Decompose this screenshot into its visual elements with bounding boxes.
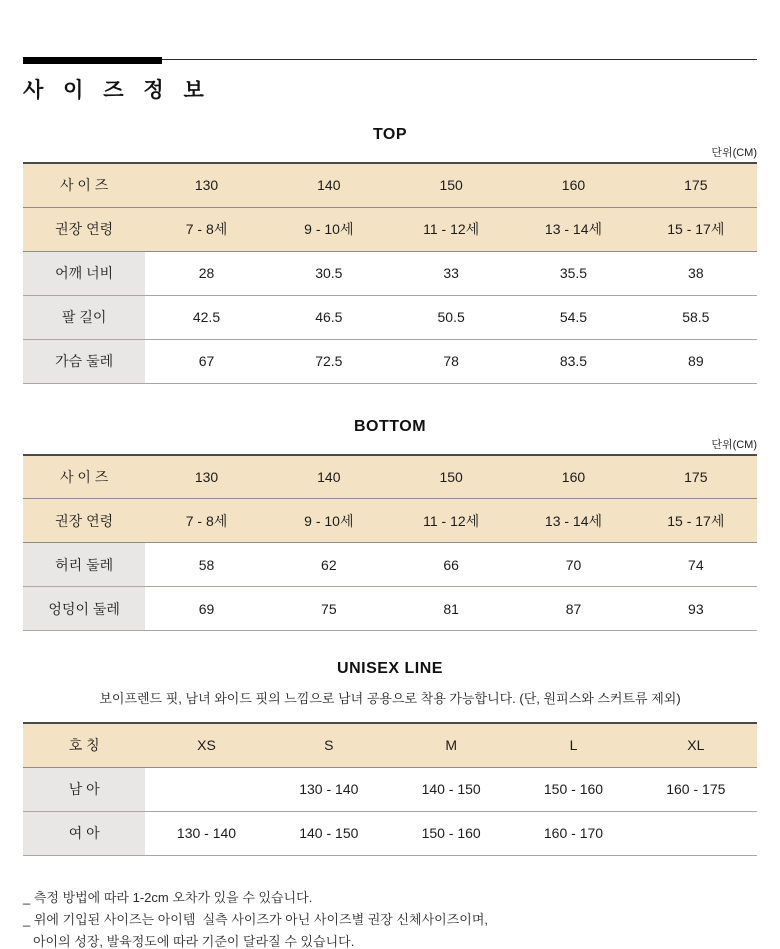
cell-value: 38 — [635, 251, 757, 295]
cell-value: 160 - 175 — [635, 767, 757, 811]
row-label: 권장 연령 — [23, 207, 145, 251]
table-row — [23, 251, 757, 295]
cell-value: 160 — [512, 455, 634, 499]
table-row — [23, 295, 757, 339]
cell-value: 13 - 14세 — [512, 207, 634, 251]
cell-value: 89 — [635, 339, 757, 383]
row-label: 가슴 둘레 — [23, 339, 145, 383]
cell-value: 13 - 14세 — [512, 499, 634, 543]
header-row — [23, 723, 757, 767]
cell-value: 15 - 17세 — [635, 499, 757, 543]
row-label: 사 이 즈 — [23, 455, 145, 499]
unisex-table-wrap — [23, 722, 757, 856]
footnotes — [23, 887, 757, 949]
cell-value: 87 — [512, 587, 634, 631]
cell-value: 150 - 160 — [512, 767, 634, 811]
top-section-title: TOP — [372, 126, 408, 143]
bottom-unit-label: 단위(CM) — [711, 438, 757, 451]
cell-value: 175 — [635, 455, 757, 499]
cell-value: 140 - 150 — [268, 811, 390, 855]
cell-value: 11 - 12세 — [390, 207, 512, 251]
cell-value: XS — [145, 723, 267, 767]
footnote-line: 아이의 성장, 발육정도에 따라 기준이 달라질 수 있습니다. — [33, 933, 355, 949]
cell-value: 140 - 150 — [390, 767, 512, 811]
unisex-section — [23, 660, 757, 856]
unisex-size-table — [23, 722, 757, 856]
cell-value: 66 — [390, 543, 512, 587]
cell-value: 72.5 — [268, 339, 390, 383]
row-label: 사 이 즈 — [23, 163, 145, 207]
cell-value — [635, 811, 757, 855]
cell-value: XL — [635, 723, 757, 767]
table-row — [23, 587, 757, 631]
cell-value: 70 — [512, 543, 634, 587]
cell-value: 160 — [512, 163, 634, 207]
unisex-subtitle: 보이프렌드 핏, 남녀 와이드 핏의 느낌으로 남녀 공용으로 착용 가능합니다. (단, 원피스와 스커트류 제외) — [99, 691, 681, 706]
cell-value: 46.5 — [268, 295, 390, 339]
cell-value: 50.5 — [390, 295, 512, 339]
cell-value: 130 - 140 — [268, 767, 390, 811]
table-row — [23, 339, 757, 383]
cell-value: 9 - 10세 — [268, 499, 390, 543]
table-row — [23, 811, 757, 855]
header-row — [23, 499, 757, 543]
cell-value: 67 — [145, 339, 267, 383]
cell-value — [145, 767, 267, 811]
cell-value: 11 - 12세 — [390, 499, 512, 543]
cell-value: 150 — [390, 163, 512, 207]
bottom-section-title: BOTTOM — [353, 417, 427, 435]
cell-value: 30.5 — [268, 251, 390, 295]
row-label: 허리 둘레 — [23, 543, 145, 587]
cell-value: 130 — [145, 455, 267, 499]
top-section — [23, 126, 757, 384]
title-accent-bar — [23, 57, 162, 64]
cell-value: 150 — [390, 455, 512, 499]
table-row — [23, 767, 757, 811]
cell-value: 54.5 — [512, 295, 634, 339]
content-area — [23, 59, 757, 949]
top-unit-label: 단위(CM) — [711, 147, 757, 159]
cell-value: 78 — [390, 339, 512, 383]
cell-value: 7 - 8세 — [145, 207, 267, 251]
cell-value: 42.5 — [145, 295, 267, 339]
footnote-line: _ 위에 기입된 사이즈는 아이템 실측 사이즈가 아닌 사이즈별 권장 신체사이즈이며, — [23, 911, 488, 927]
cell-value: M — [390, 723, 512, 767]
row-label: 엉덩이 둘레 — [23, 587, 145, 631]
unisex-section-title: UNISEX LINE — [337, 660, 443, 677]
footnote-line: _ 측정 방법에 따라 1-2cm 오차가 있을 수 있습니다. — [23, 889, 313, 905]
row-label: 팔 길이 — [23, 295, 145, 339]
row-label: 어깨 너비 — [23, 251, 145, 295]
cell-value: S — [268, 723, 390, 767]
row-label: 남 아 — [23, 767, 145, 811]
table-row — [23, 543, 757, 587]
cell-value: 175 — [635, 163, 757, 207]
cell-value: 93 — [635, 587, 757, 631]
header-row — [23, 207, 757, 251]
cell-value: 160 - 170 — [512, 811, 634, 855]
cell-value: 75 — [268, 587, 390, 631]
cell-value: 130 - 140 — [145, 811, 267, 855]
top-size-table — [23, 162, 757, 384]
cell-value: 69 — [145, 587, 267, 631]
cell-value: 58 — [145, 543, 267, 587]
cell-value: 9 - 10세 — [268, 207, 390, 251]
cell-value: 140 — [268, 455, 390, 499]
bottom-section — [23, 418, 757, 632]
cell-value: 140 — [268, 163, 390, 207]
cell-value: 150 - 160 — [390, 811, 512, 855]
cell-value: 7 - 8세 — [145, 499, 267, 543]
page-title: 사 이 즈 정 보 — [23, 79, 211, 102]
cell-value: 81 — [390, 587, 512, 631]
row-label: 호 칭 — [23, 723, 145, 767]
header-row — [23, 455, 757, 499]
cell-value: 130 — [145, 163, 267, 207]
title-divider — [23, 59, 757, 60]
cell-value: 35.5 — [512, 251, 634, 295]
cell-value: 58.5 — [635, 295, 757, 339]
header-row — [23, 163, 757, 207]
cell-value: 74 — [635, 543, 757, 587]
bottom-size-table — [23, 454, 757, 632]
row-label: 여 아 — [23, 811, 145, 855]
cell-value: L — [512, 723, 634, 767]
cell-value: 83.5 — [512, 339, 634, 383]
cell-value: 33 — [390, 251, 512, 295]
row-label: 권장 연령 — [23, 499, 145, 543]
cell-value: 62 — [268, 543, 390, 587]
cell-value: 15 - 17세 — [635, 207, 757, 251]
cell-value: 28 — [145, 251, 267, 295]
